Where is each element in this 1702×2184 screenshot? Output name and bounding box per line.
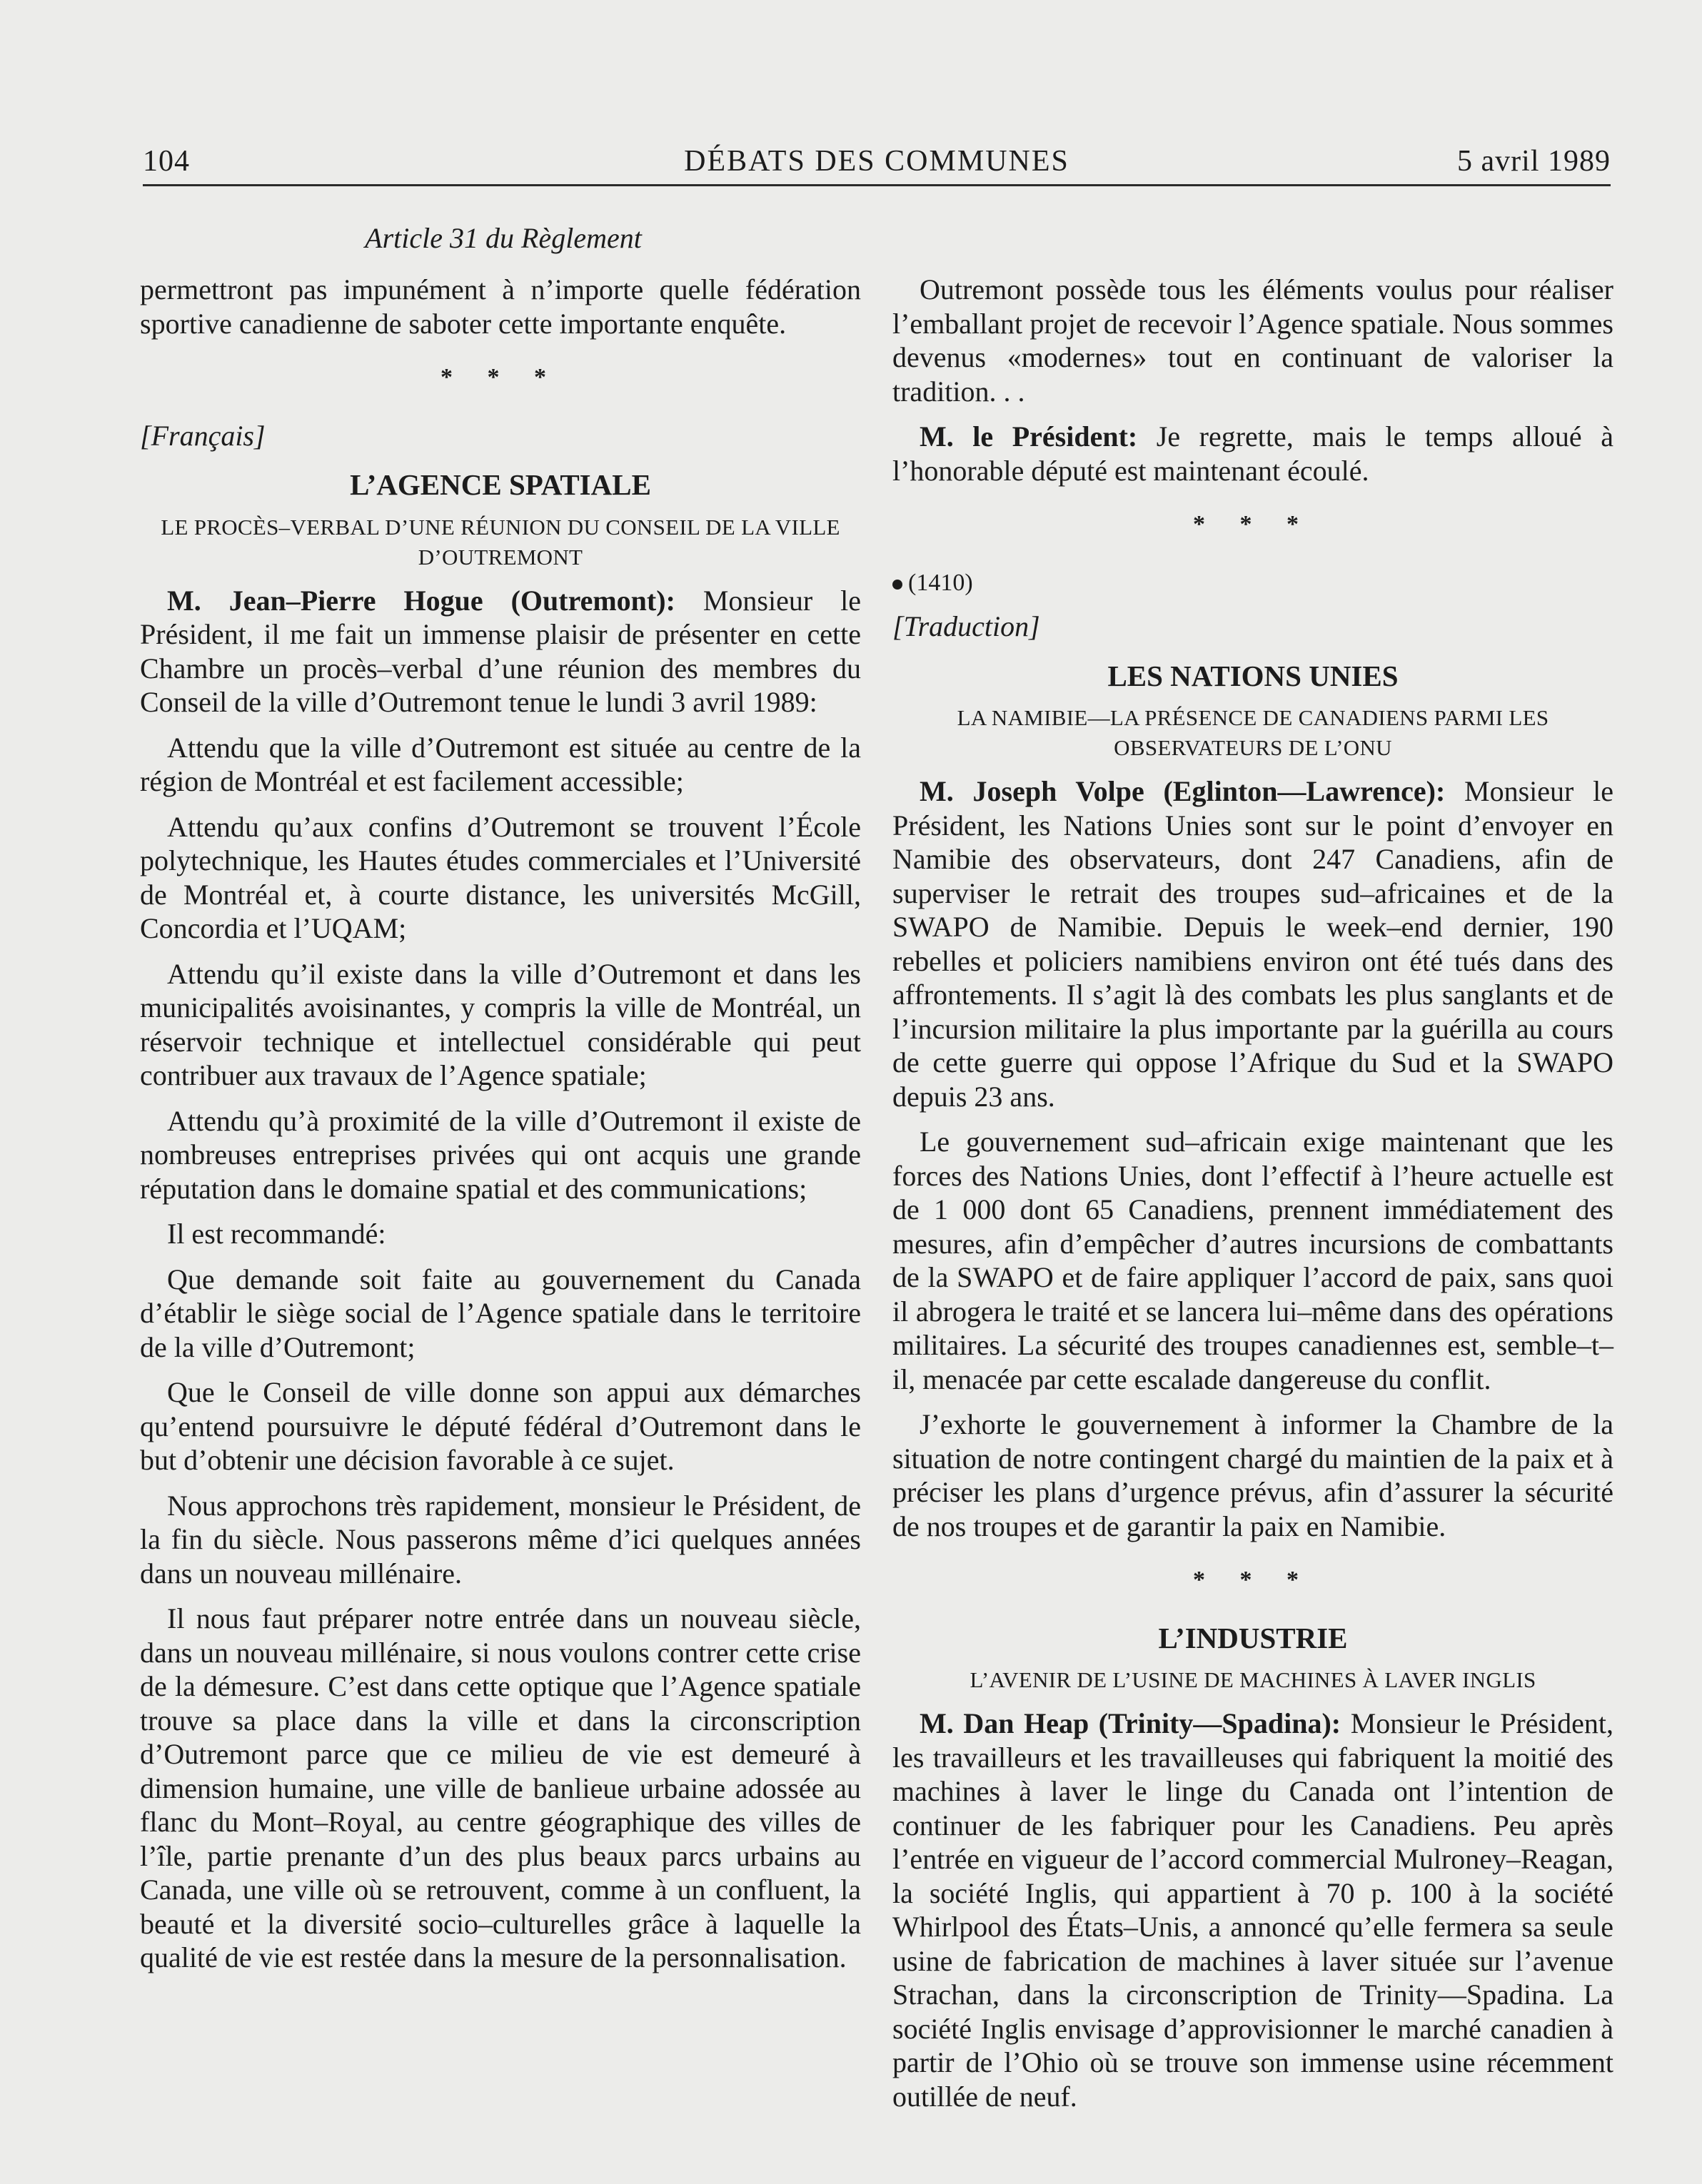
speech-paragraph bbox=[892, 774, 1613, 1113]
section-subheading: LA NAMIBIE—LA PRÉSENCE DE CANADIENS PARMI LES OBSERVATEURS DE L’ONU bbox=[957, 705, 1549, 760]
paragraph: Attendu que la ville d’Outremont est située au centre de la région de Montréal et est facilement accessible; bbox=[140, 731, 861, 797]
speech-text: Je regrette, mais le temps alloué à l’honorable député est maintenant écoulé. bbox=[892, 420, 1613, 487]
section-separator: * * * bbox=[1193, 511, 1313, 537]
section-subheading: LE PROCÈS–VERBAL D’UNE RÉUNION DU CONSEIL DE LA VILLE D’OUTREMONT bbox=[161, 514, 840, 570]
paragraph: Le gouvernement sud–africain exige maintenant que les forces des Nations Unies, dont l’effectif à l’heure actuelle est de 1 000 dont 65 Canadiens, prennent immédiatement des mesures, afin d’empêcher d’autres incursions de combattants de la SWAPO et de faire appliquer l’accord de paix, sans quoi il abrogera le traité et se lancera lui–même dans des opérations militaires. La sécurité des troupes canadiennes est, semble–t–il, menacée par cette escalade dangereuse du conflit. bbox=[892, 1126, 1613, 1395]
language-marker: [Traduction] bbox=[892, 610, 1040, 642]
speaker-name: M. Joseph Volpe (Eglinton—Lawrence): bbox=[920, 775, 1446, 807]
paragraph: Que le Conseil de ville donne son appui aux démarches qu’entend poursuivre le député fédéral d’Outremont dans le but d’obtenir une décision favorable à ce sujet. bbox=[140, 1376, 861, 1476]
section-heading: L’INDUSTRIE bbox=[1158, 1621, 1348, 1654]
speaker-name: M. le Président: bbox=[920, 420, 1138, 453]
bullet-icon bbox=[892, 580, 902, 590]
speech-text: Monsieur le Président, les travailleurs et les travailleuses qui fabriquent la moitié des machines à laver le linge du Canada ont l’intention de continuer de les fabriquer pour les Canadiens. Peu après l’entrée en vigueur de l’accord commercial Mulroney–Reagan, la société Inglis, qui appartient à 70 p. 100 à la société Whirlpool des États–Unis, a annoncé qu’elle fermera sa seule usine de fabrication de machines à laver située sur l’avenue Strachan, dans la circonscription de Trinity—Spadina. La société Inglis envisage d’approvisionner le marché canadien à partir de l’Ohio où se trouve son immense usine récemment outillée de neuf. bbox=[892, 1707, 1613, 2113]
speech-paragraph bbox=[140, 584, 861, 719]
paragraph: Nous approchons très rapidement, monsieur le Président, de la fin du siècle. Nous passerons même d’ici quelques années dans un nouveau millénaire. bbox=[140, 1489, 861, 1589]
speaker-name: M. Dan Heap (Trinity—Spadina): bbox=[920, 1707, 1341, 1739]
paragraph: Il nous faut préparer notre entrée dans un nouveau siècle, dans un nouveau millénaire, si nous voulons contrer cette crise de la démesure. C’est dans cette optique que l’Agence spatiale trouve sa place dans la ville et dans la circonscription d’Outremont parce que ce milieu de vie est demeuré à dimension humaine, une ville de banlieue urbaine adossée au flanc du Mont–Royal, au centre géographique des villes de l’île, partie prenante d’un des plus beaux parcs urbains au Canada, une ville où se retrouvent, comme à un confluent, la beauté et la diversité socio–culturelles grâce à laquelle la qualité de vie est restée dans la mesure de la personnalisation. bbox=[140, 1602, 861, 1973]
publication-title: DÉBATS DES COMMUNES bbox=[684, 145, 1069, 178]
paragraph: Attendu qu’il existe dans la ville d’Outremont et dans les municipalités avoisinantes, y compris la ville de Montréal, un réservoir technique et intellectuel considérable qui peut contribuer aux travaux de l’Agence spatiale; bbox=[140, 957, 861, 1091]
paragraph: J’exhorte le gouvernement à informer la Chambre de la situation de notre contingent chargé du maintien de la paix et à préciser les plans d’urgence prévus, afin d’assurer la sécurité de nos troupes et de garantir la paix en Namibie. bbox=[892, 1408, 1613, 1542]
language-marker: [Français] bbox=[140, 419, 266, 452]
paragraph: Il est recommandé: bbox=[167, 1218, 386, 1250]
time-marker bbox=[892, 566, 1613, 600]
page-header bbox=[143, 140, 1611, 186]
paragraph: Que demande soit faite au gouvernement du Canada d’établir le siège social de l’Agence spatiale dans le territoire de la ville d’Outremont; bbox=[140, 1263, 861, 1363]
speech-paragraph bbox=[892, 420, 1613, 487]
paragraph: Attendu qu’à proximité de la ville d’Outremont il existe de nombreuses entreprises privées qui ont acquis une grande réputation dans le domaine spatial et des communications; bbox=[140, 1104, 861, 1205]
speech-text: Monsieur le Président, il me fait un immense plaisir de présenter en cette Chambre un procès–verbal d’une réunion des membres du Conseil de la ville d’Outremont tenue le lundi 3 avril 1989: bbox=[140, 584, 861, 718]
section-separator: * * * bbox=[1193, 1567, 1313, 1593]
section-separator: * * * bbox=[440, 364, 560, 390]
paragraph: Outremont possède tous les éléments voulus pour réaliser l’emballant projet de recevoir l’Agence spatiale. Nous sommes devenus «modernes» tout en continuant de valoriser la tradition. . . bbox=[892, 273, 1613, 408]
section-heading: L’AGENCE SPATIALE bbox=[350, 468, 651, 501]
paragraph: Attendu qu’aux confins d’Outremont se trouvent l’École polytechnique, les Hautes études commerciales et l’Université de Montréal et, à courte distance, les universités McGill, Concordia et l’UQAM; bbox=[140, 810, 861, 944]
section-heading: LES NATIONS UNIES bbox=[1107, 659, 1399, 692]
section-subheading: L’AVENIR DE L’USINE DE MACHINES À LAVER INGLIS bbox=[970, 1667, 1536, 1692]
standing-order-note: Article 31 du Règlement bbox=[365, 222, 642, 254]
page-date: 5 avril 1989 bbox=[1457, 145, 1611, 178]
time-stamp: (1410) bbox=[908, 569, 973, 596]
speaker-name: M. Jean–Pierre Hogue (Outremont): bbox=[167, 584, 675, 617]
speech-paragraph bbox=[892, 1707, 1613, 2113]
left-column bbox=[140, 273, 861, 1986]
page-number: 104 bbox=[143, 145, 190, 178]
right-column bbox=[892, 273, 1613, 2125]
paragraph-continuation: permettront pas impunément à n’importe quelle fédération sportive canadienne de saboter cette importante enquête. bbox=[140, 273, 861, 340]
speech-text: Monsieur le Président, les Nations Unies sont sur le point d’envoyer en Namibie des observateurs, dont 247 Canadiens, afin de superviser le retrait des troupes sud–africaines et de la SWAPO de Namibie. Depuis le week–end dernier, 190 rebelles et policiers namibiens environ ont été tués dans des affrontements. Il s’agit là des combats les plus sanglants et de l’incursion militaire la plus importante par la guérilla au cours de cette guerre qui oppose l’Afrique du Sud et la SWAPO depuis 23 ans. bbox=[892, 775, 1613, 1113]
